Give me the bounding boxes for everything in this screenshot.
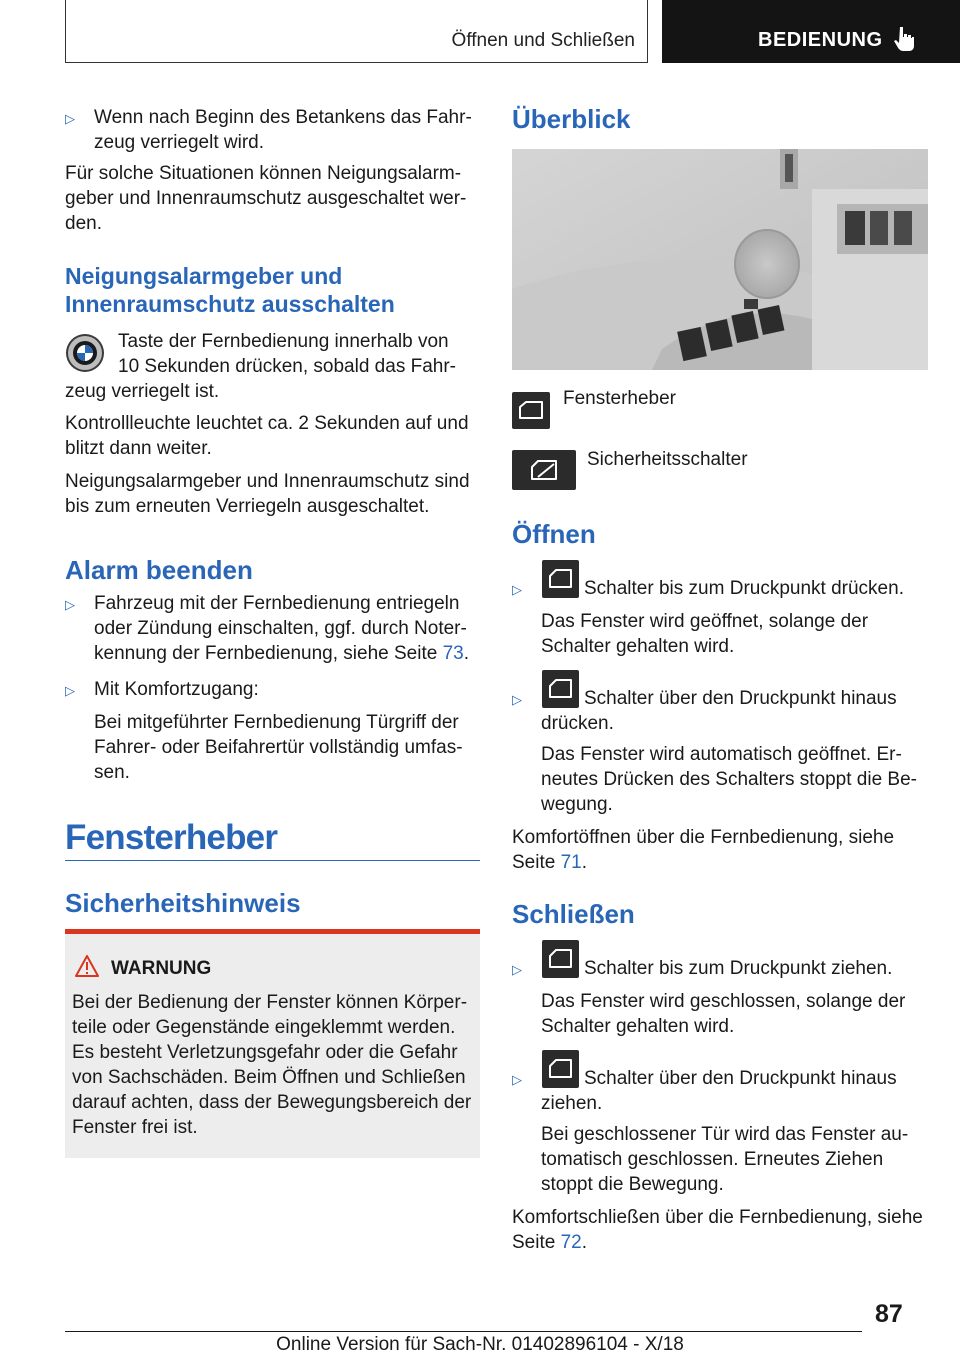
window-switch-icon (542, 560, 579, 598)
oeffnen-bullet-2-sub: Das Fenster wird automatisch geöffnet. Er- neutes Drücken des Schalters stoppt die Be- wegung. (541, 744, 917, 815)
paragraph-situations: Für solche Situationen können Neigungsalarm- geber und Innenraumschutz ausgeschaltet wer- den. (65, 163, 467, 234)
header-chapter-box (65, 0, 648, 63)
bmw-key-button-icon (65, 333, 105, 373)
heading-neigungsalarm: Neigungsalarmgeber und Innenraumschutz ausschalten (65, 263, 395, 317)
door-panel-photo (512, 149, 928, 370)
heading-schliessen: Schließen (512, 899, 635, 929)
page-link-71[interactable]: 71 (560, 852, 582, 873)
heading-alarm-beenden: Alarm beenden (65, 555, 253, 585)
schliessen-bullet-2-cont: ziehen. (541, 1093, 603, 1114)
window-switch-icon (542, 670, 579, 708)
heading-oeffnen: Öffnen (512, 519, 596, 549)
page-link-73[interactable]: 73 (442, 643, 464, 664)
schliessen-bullet-2-sub: Bei geschlossener Tür wird das Fenster au- tomatisch geschlossen. Erneutes Ziehen stoppt die Bewegung. (541, 1124, 909, 1195)
page-link-72[interactable]: 72 (560, 1232, 582, 1253)
kontrollleuchte-text: Kontrollleuchte leuchtet ca. 2 Sekunden auf und blitzt dann weiter. (65, 413, 469, 459)
oeffnen-bullet-2: Schalter über den Druckpunkt hinaus (584, 688, 897, 709)
komfortoeffnen-text: Komfortöffnen über die Fernbedienung, siehe Seite 71. (512, 827, 895, 873)
heading-ueberblick: Überblick (512, 104, 631, 134)
bullet-triangle-icon: ▷ (65, 597, 75, 612)
bullet-triangle-icon: ▷ (65, 683, 75, 698)
bullet-triangle-icon: ▷ (512, 962, 522, 977)
alarm-bullet-2: Mit Komfortzugang: Bei mitgeführter Fernbedienung Türgriff der Fahrer- oder Beifahrertür vollständig umfas- sen. (94, 679, 463, 783)
footer-online-version: Online Version für Sach-Nr. 01402896104 - X/18 (276, 1334, 684, 1355)
section-title: BEDIENUNG (758, 29, 883, 51)
bullet-intro: Wenn nach Beginn des Betankens das Fahr- zeug verriegelt wird. (94, 107, 472, 153)
pointing-hand-icon (894, 26, 914, 52)
fensterheber-switch-icon (512, 392, 550, 429)
window-switch-icon (542, 1050, 579, 1088)
sicherheitsschalter-icon (512, 450, 576, 490)
page-number: 87 (875, 1300, 903, 1328)
header-section-box (662, 0, 960, 63)
oeffnen-bullet-1: Schalter bis zum Druckpunkt drücken. (584, 578, 904, 599)
heading-fensterheber: Fensterheber (65, 818, 278, 857)
neigung-text-cont: zeug verriegelt ist. (65, 381, 220, 402)
label-fensterheber: Fensterheber (563, 388, 677, 409)
bullet-triangle-icon: ▷ (512, 1072, 522, 1087)
komfortschliessen-text: Komfortschließen über die Fernbedienung, siehe Seite 72. (512, 1207, 923, 1253)
footer-rule (65, 1331, 862, 1332)
window-switch-icon (542, 940, 579, 978)
warning-text: Bei der Bedienung der Fenster können Körper- teile oder Gegenstände eingeklemmt werden. Es besteht Verletzungsgefahr oder die Gefahr von Sachschäden. Beim Öffnen und Schließen darauf achten, dass der Bewegungsbereich der Fenster frei ist. (72, 992, 472, 1138)
chapter-title: Öffnen und Schließen (451, 30, 635, 51)
bullet-triangle-icon: ▷ (512, 582, 522, 597)
oeffnen-bullet-1-sub: Das Fenster wird geöffnet, solange der Schalter gehalten wird. (541, 611, 869, 657)
bullet-triangle-icon: ▷ (512, 692, 522, 707)
oeffnen-bullet-2-cont: drücken. (541, 713, 614, 734)
label-sicherheitsschalter: Sicherheitsschalter (587, 449, 748, 470)
schliessen-bullet-2: Schalter über den Druckpunkt hinaus (584, 1068, 897, 1089)
ausgeschaltet-text: Neigungsalarmgeber und Innenraumschutz sind bis zum erneuten Verriegeln ausgeschaltet. (65, 471, 470, 517)
schliessen-bullet-1: Schalter bis zum Druckpunkt ziehen. (584, 958, 893, 979)
neigung-text-indented: Taste der Fernbedienung innerhalb von 10 Sekunden drücken, sobald das Fahr- (118, 331, 456, 377)
bullet-triangle-icon: ▷ (65, 111, 75, 126)
schliessen-bullet-1-sub: Das Fenster wird geschlossen, solange der Schalter gehalten wird. (541, 991, 906, 1037)
alarm-bullet-1: Fahrzeug mit der Fernbedienung entriegeln oder Zündung einschalten, ggf. durch Noter- kennung der Fernbedienung, siehe Seite 73. (94, 593, 470, 664)
warning-title: WARNUNG (111, 958, 212, 979)
heading-underline (65, 860, 480, 861)
heading-sicherheitshinweis: Sicherheitshinweis (65, 888, 301, 918)
warning-triangle-icon (75, 955, 99, 977)
